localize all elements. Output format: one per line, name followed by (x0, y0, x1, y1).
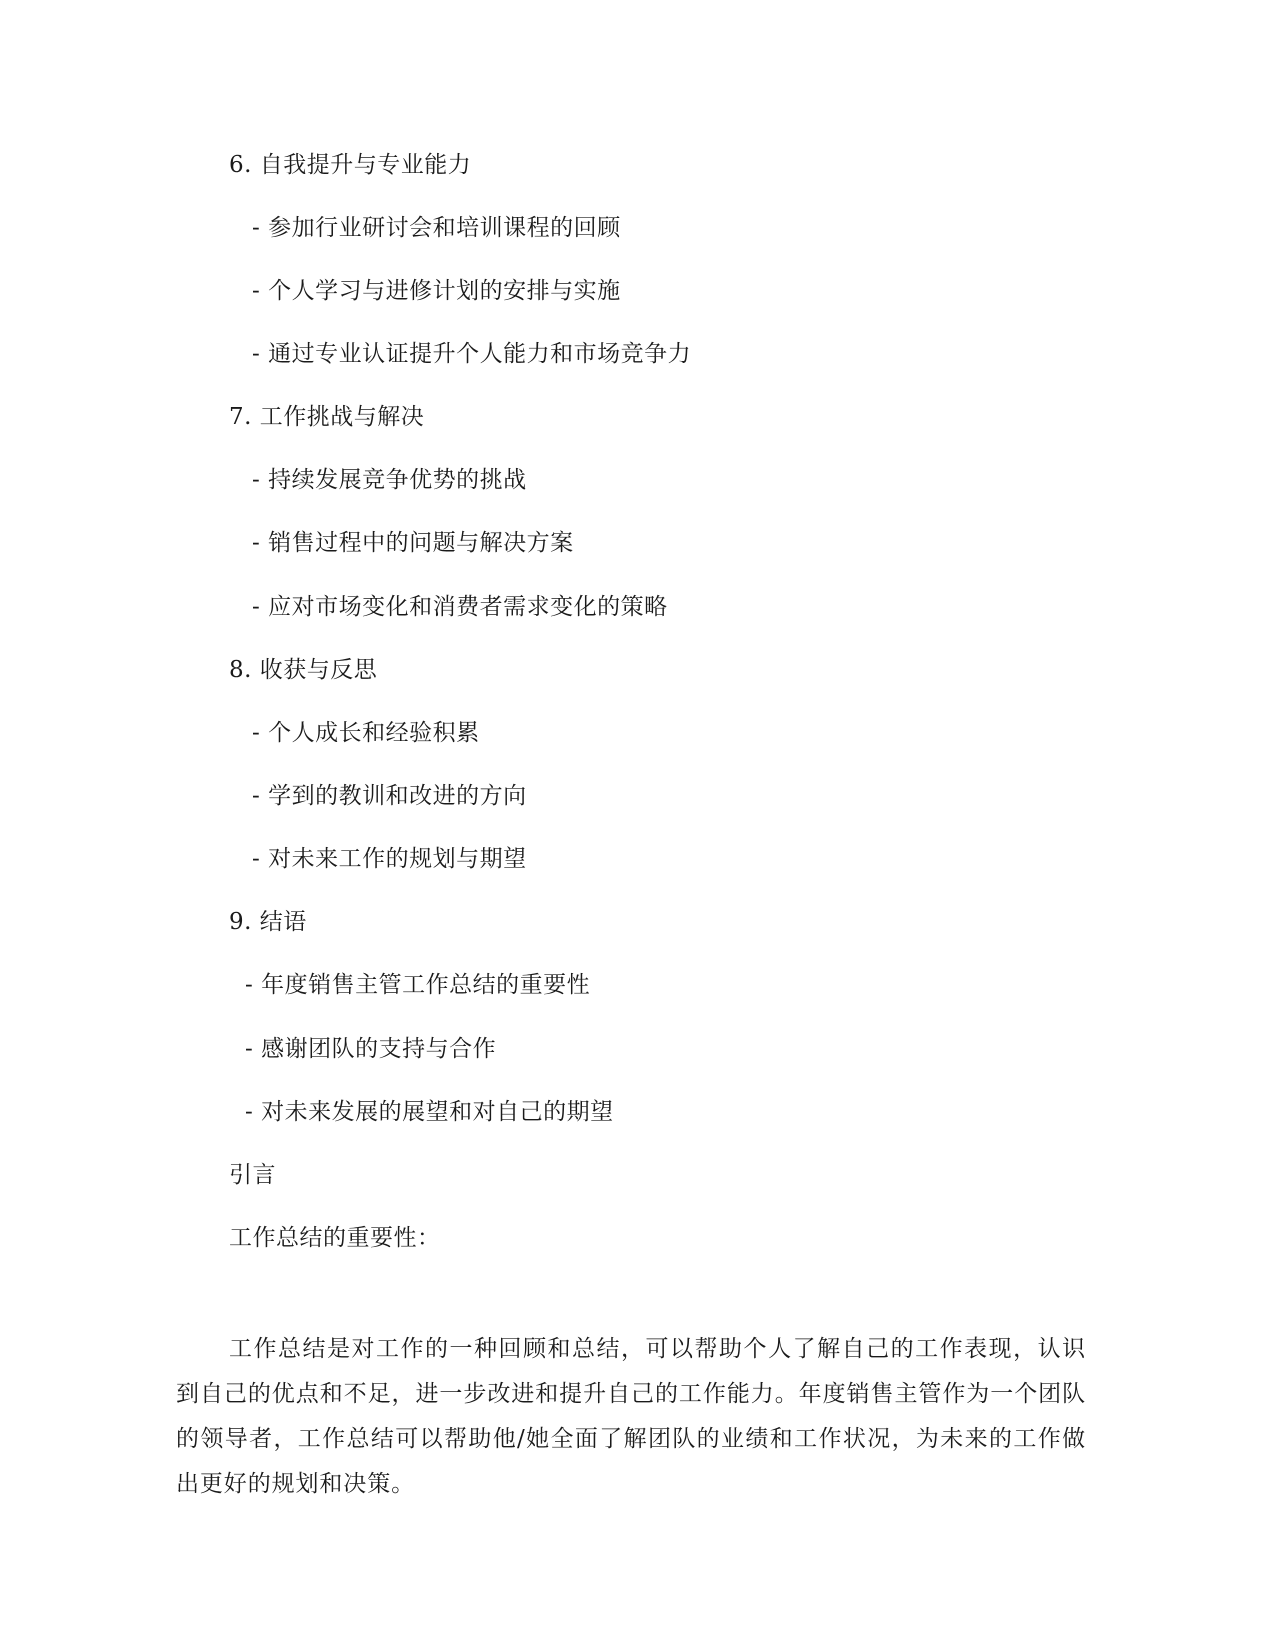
list-item: - 参加行业研讨会和培训课程的回顾 (252, 215, 621, 241)
intro-heading: 引言 (229, 1162, 276, 1188)
list-item: - 通过专业认证提升个人能力和市场竞争力 (252, 341, 692, 367)
list-item: - 学到的教训和改进的方向 (252, 783, 527, 809)
list-item: - 持续发展竞争优势的挑战 (252, 467, 527, 493)
list-item: - 应对市场变化和消费者需求变化的策略 (252, 594, 668, 620)
subheading: 工作总结的重要性： (229, 1225, 441, 1251)
list-item: - 销售过程中的问题与解决方案 (252, 530, 574, 556)
section-heading: 8. 收获与反思 (229, 657, 378, 683)
list-item: - 对未来工作的规划与期望 (252, 846, 527, 872)
list-item: - 个人学习与进修计划的安排与实施 (252, 278, 621, 304)
list-item: - 对未来发展的展望和对自己的期望 (245, 1099, 614, 1125)
list-item: - 个人成长和经验积累 (252, 720, 480, 746)
list-item: - 年度销售主管工作总结的重要性 (245, 972, 591, 998)
section-heading: 9. 结语 (229, 909, 307, 935)
section-heading: 6. 自我提升与专业能力 (229, 152, 472, 178)
list-item: - 感谢团队的支持与合作 (245, 1036, 497, 1062)
body-paragraph: 工作总结是对工作的一种回顾和总结，可以帮助个人了解自己的工作表现，认识到自己的优点和不足，进一步改进和提升自己的工作能力。年度销售主管作为一个团队的领导者，工作总结可以帮助他/她全面了解团队的业绩和工作状况，为未来的工作做出更好的规划和决策。 (176, 1336, 1086, 1497)
section-heading: 7. 工作挑战与解决 (229, 404, 425, 430)
